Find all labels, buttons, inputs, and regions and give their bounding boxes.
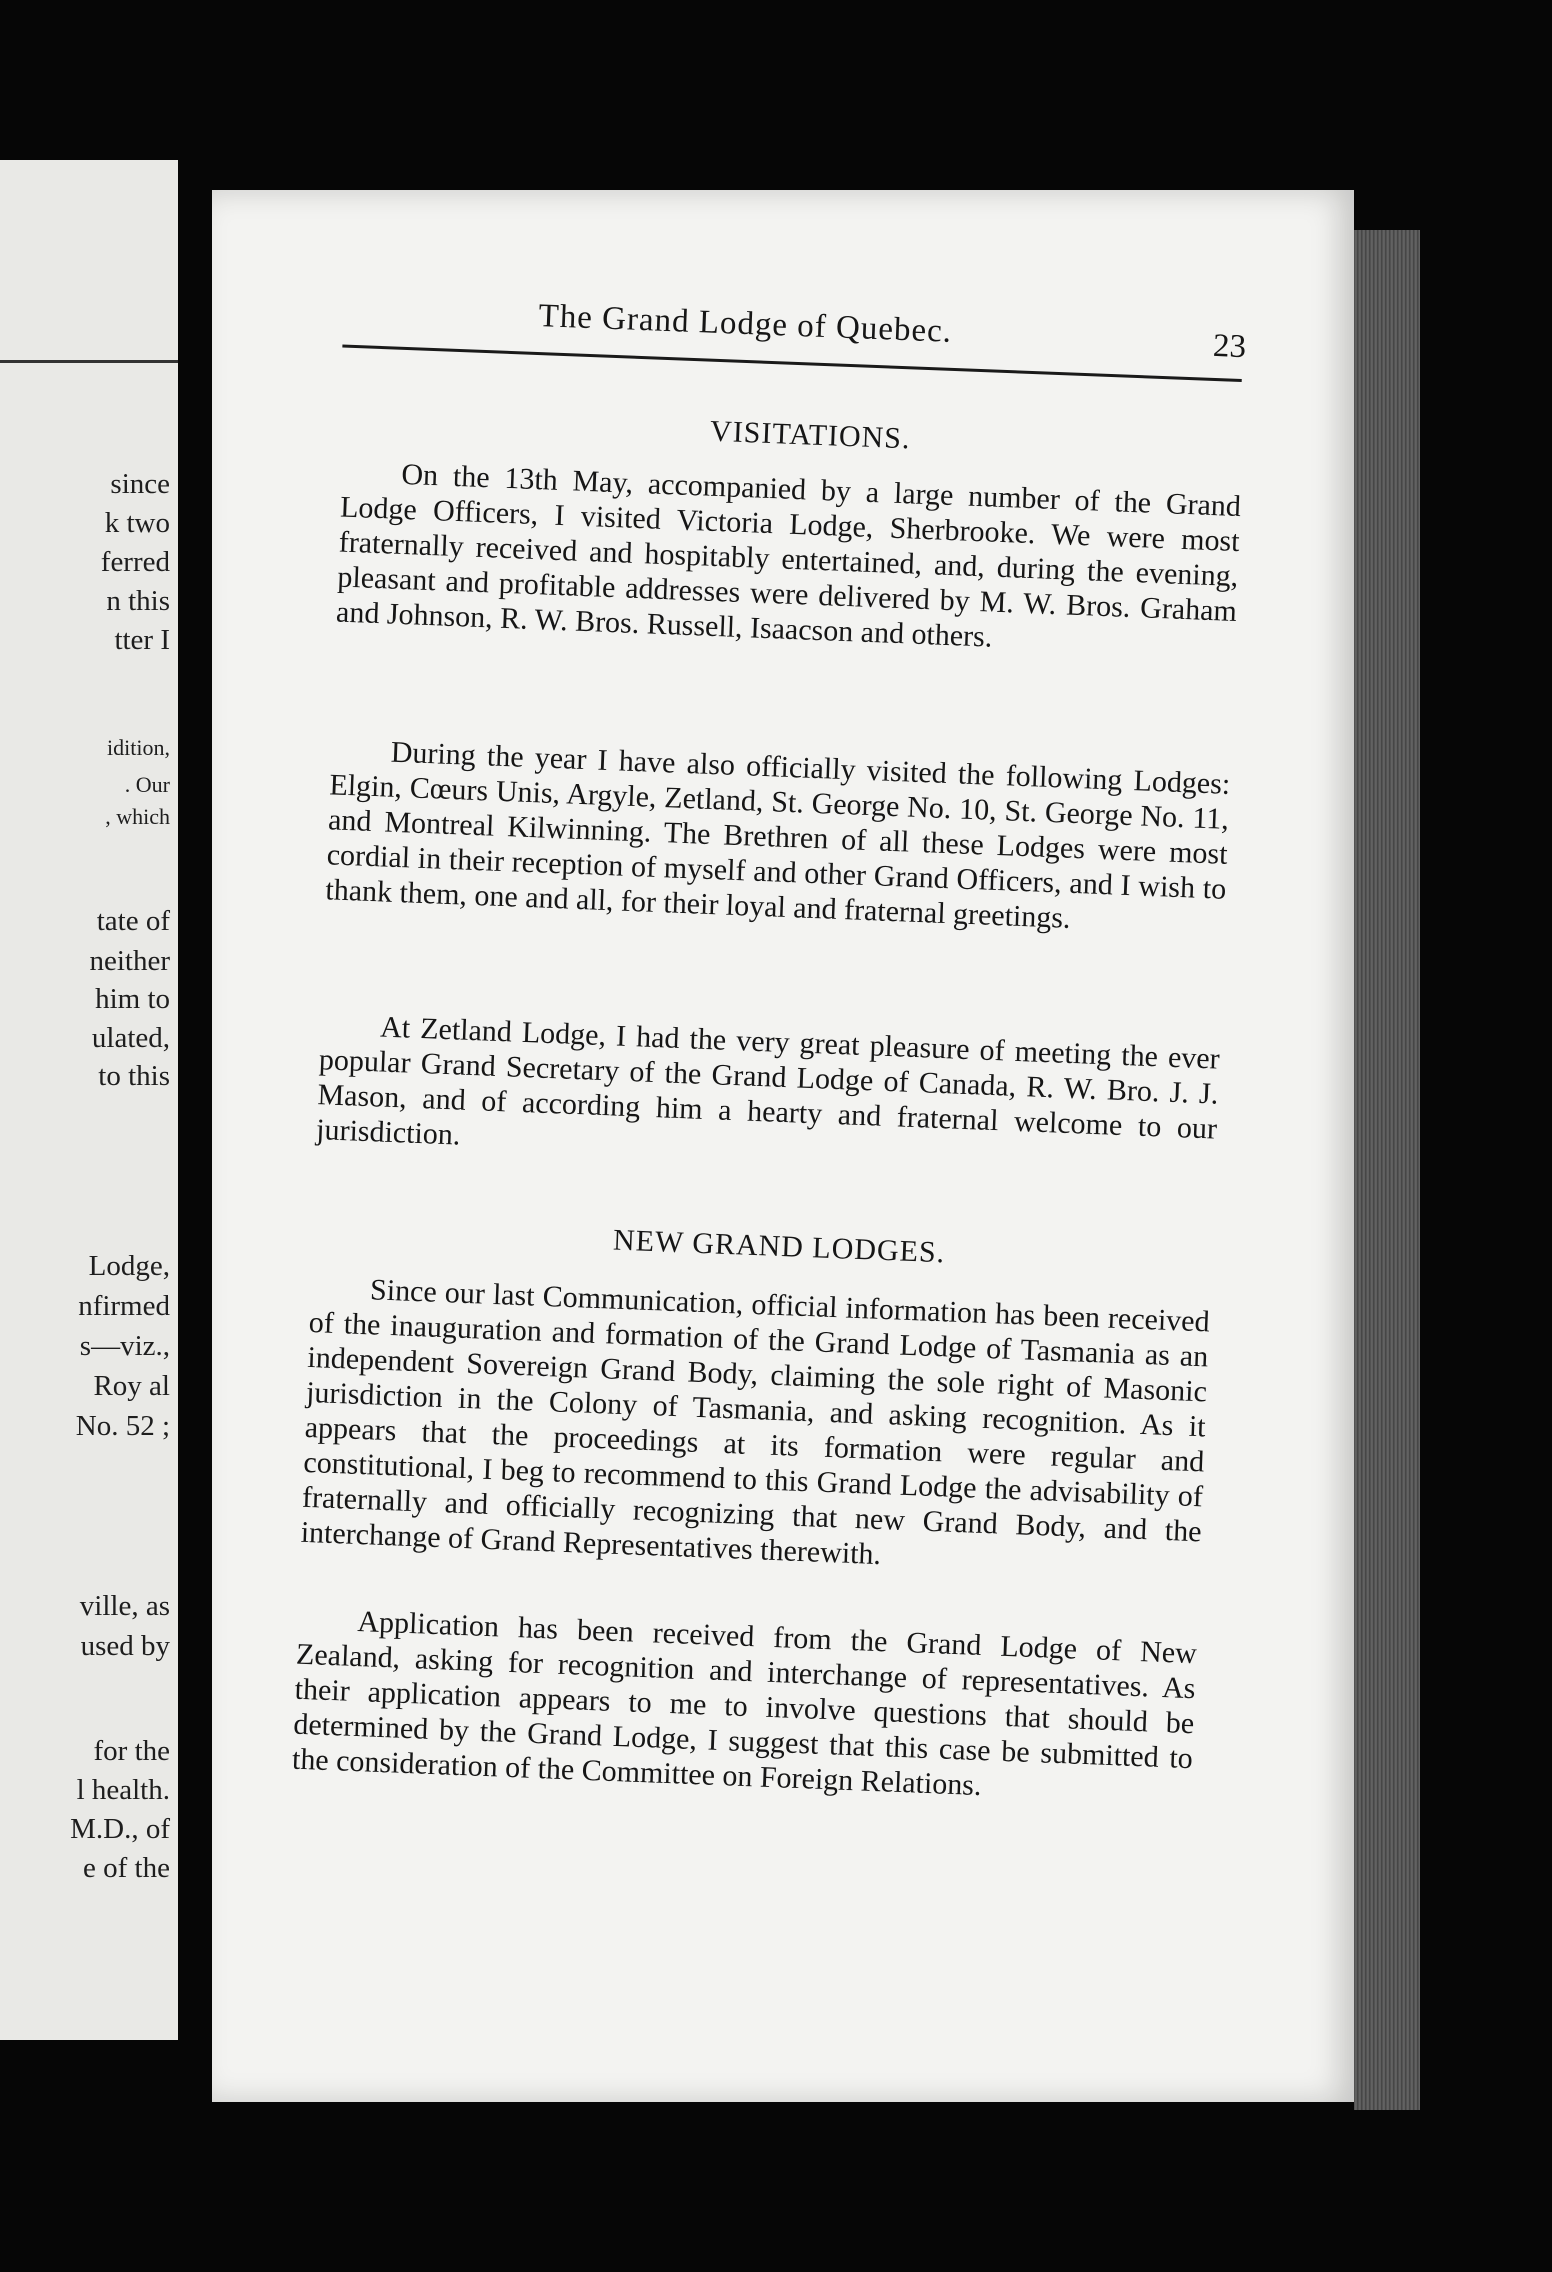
left-fragment: Lodge,	[88, 1250, 170, 1282]
left-fragment: idition,	[107, 735, 170, 760]
left-fragment: n this	[106, 585, 170, 617]
book-page	[212, 190, 1354, 2102]
left-fragment: since	[110, 468, 170, 500]
left-fragment: k two	[104, 507, 170, 539]
paragraph: At Zetland Lodge, I had the very great pleasure of meeting the ever popular Grand Secretary of the Grand Lodge of Canada, R. W. Bro. J. J. Mason, and of according him a hearty and fraternal welcome to our jurisdiction.	[315, 1010, 1221, 1152]
left-fragment: . Our	[124, 772, 170, 797]
paragraph: During the year I have also officially visited the following Lodges: Elgin, Cœurs Unis, Argyle, Zetland, St. George No. 10, St. George No. 11, and Montreal Kilwinning. The Brethren of all these Lodges were most cordial in their reception of myself and other Grand Officers, and I wish to thank them, one and all, for their loyal and fraternal greetings.	[324, 735, 1231, 935]
left-fragment: , which	[105, 804, 170, 829]
left-fragment: for the	[93, 1735, 170, 1767]
paragraph: Application has been received from the Grand Lodge of New Zealand, asking for recognition and interchange of representatives. As their application appears to me to involve questions that should be determined by the Grand Lodge, I suggest that this case be submitted to the consideration of the Committee on Foreign Relations.	[291, 1605, 1198, 1803]
page-number: 23	[1212, 327, 1247, 366]
left-fragment: nfirmed	[78, 1290, 170, 1322]
running-head: The Grand Lodge of Quebec.	[537, 298, 953, 350]
left-page-rule	[0, 360, 178, 363]
left-fragment: e of the	[83, 1852, 170, 1884]
left-facing-page	[0, 160, 178, 2040]
left-fragment: ville, as	[79, 1590, 170, 1622]
left-fragment: tate of	[96, 905, 170, 937]
left-fragment: Roy al	[93, 1370, 170, 1402]
left-fragment: him to	[95, 983, 170, 1015]
left-fragment: ulated,	[91, 1022, 170, 1054]
left-fragment: s—viz.,	[79, 1330, 170, 1362]
paragraph: On the 13th May, accompanied by a large number of the Grand Lodge Officers, I visited Victoria Lodge, Sherbrooke. We were most fraternally received and hospitably entertained, and, during the evening, pleasant and profitable addresses were delivered by M. W. Bros. Graham and Johnson, R. W. Bros. Russell, Isaacson and others.	[335, 457, 1242, 654]
left-fragment: neither	[89, 945, 170, 977]
left-fragment: used by	[80, 1630, 170, 1662]
paragraph: Since our last Communication, official information has been received of the inauguration and formation of the Grand Lodge of Tasmania as an independent Sovereign Grand Body, claiming the sole right of Masonic jurisdiction in the Colony of Tasmania, and asking recognition. As it appears that the proceedings at its formation were regular and constitutional, I beg to recommend to this Grand Lodge the advisability of fraternally and officially recognizing that new Grand Body, and the interchange of Grand Representatives therewith.	[300, 1273, 1211, 1572]
left-fragment: ferred	[100, 546, 170, 578]
left-fragment: tter I	[114, 624, 170, 656]
section-heading-new-grand-lodges: NEW GRAND LODGES.	[612, 1223, 946, 1270]
section-heading-visitations: VISITATIONS.	[709, 414, 912, 456]
left-fragment: No. 52 ;	[75, 1410, 170, 1442]
left-fragment: to this	[98, 1060, 170, 1092]
left-fragment: l health.	[76, 1774, 170, 1806]
left-fragment: M.D., of	[70, 1813, 170, 1845]
page-content	[176, 169, 1391, 2123]
